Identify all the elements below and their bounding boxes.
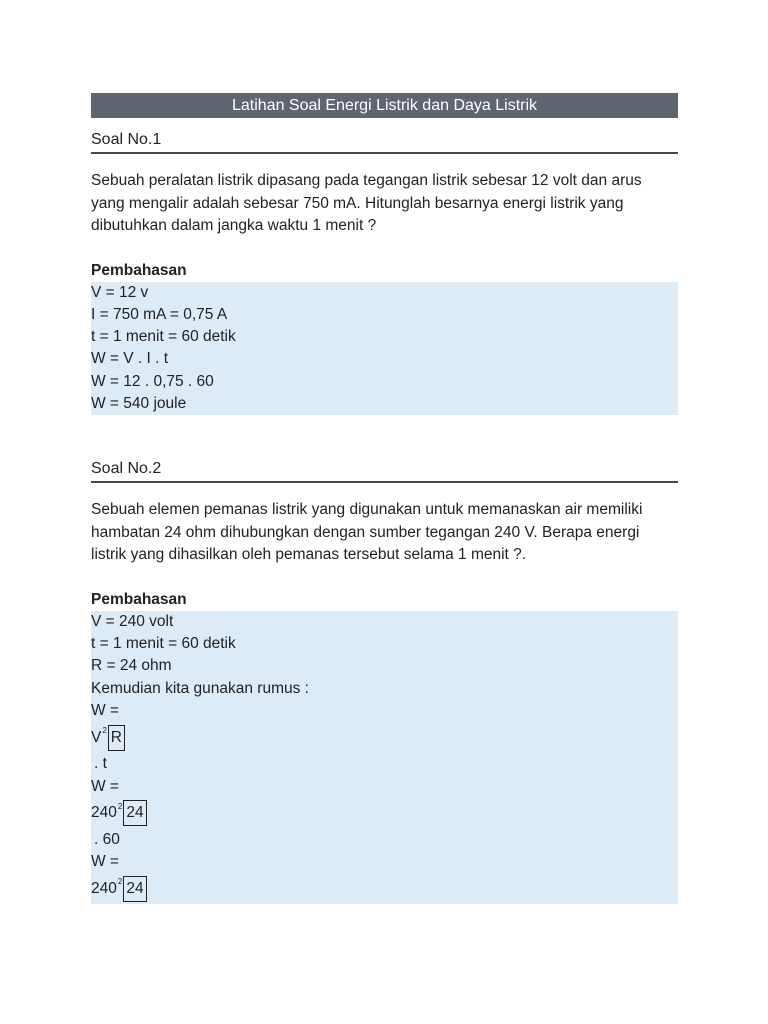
solution-line: t = 1 menit = 60 detik [91,328,236,346]
fraction-numerator: 240 [91,879,117,897]
fraction-denominator: 24 [123,876,146,902]
fraction-exponent: 2 [117,877,123,887]
soal-2-question: Sebuah elemen pemanas listrik yang digunakan untuk memanaskan air memiliki hambatan 24 ohm dihubungkan dengan sumber tegangan 240 V. Berapa energi listrik yang dihasilkan oleh pemanas tersebut selama 1 menit ?. [91,501,643,564]
fraction-denominator: 24 [123,800,146,826]
solution-line: V = 12 v [91,283,149,301]
soal-2-pembahasan-label: Pembahasan [91,590,187,608]
soal-2-solution-box [91,611,678,905]
soal-1-heading: Soal No.1 [91,130,678,154]
fraction-exponent: 2 [102,726,107,736]
formula-w-label: W = [91,777,119,795]
formula-suffix: . 60 [94,830,120,848]
solution-line: W = 12 . 0,75 . 60 [91,372,214,390]
formula-w-label: W = [91,701,119,719]
soal-1-solution-box [91,282,678,416]
solution-line: t = 1 menit = 60 detik [91,635,236,653]
fraction-numerator: V [91,728,102,746]
fraction-exponent: 2 [117,801,123,811]
solution-line: I = 750 mA = 0,75 A [91,305,228,323]
soal-1-pembahasan-label: Pembahasan [91,261,187,279]
solution-line: Kemudian kita gunakan rumus : [91,679,309,697]
solution-line: W = V . I . t [91,350,169,368]
soal-2-heading: Soal No.2 [91,459,678,483]
formula-fraction [91,873,678,904]
formula-suffix: . t [94,755,107,773]
solution-line: W = 540 joule [91,394,187,412]
formula-fraction [91,798,678,829]
document-content [91,93,678,904]
fraction-numerator: 240 [91,804,117,822]
formula-w-label: W = [91,853,119,871]
page-title: Latihan Soal Energi Listrik dan Daya Listrik [91,93,678,118]
soal-1-question: Sebuah peralatan listrik dipasang pada tegangan listrik sebesar 12 volt dan arus yang mengalir adalah sebesar 750 mA. Hitunglah besarnya energi listrik yang dibutuhkan dalam jangka waktu 1 menit ? [91,172,642,234]
formula-fraction [91,722,678,753]
solution-line: V = 240 volt [91,612,174,630]
fraction-denominator: R [108,725,125,751]
solution-line: R = 24 ohm [91,657,172,675]
